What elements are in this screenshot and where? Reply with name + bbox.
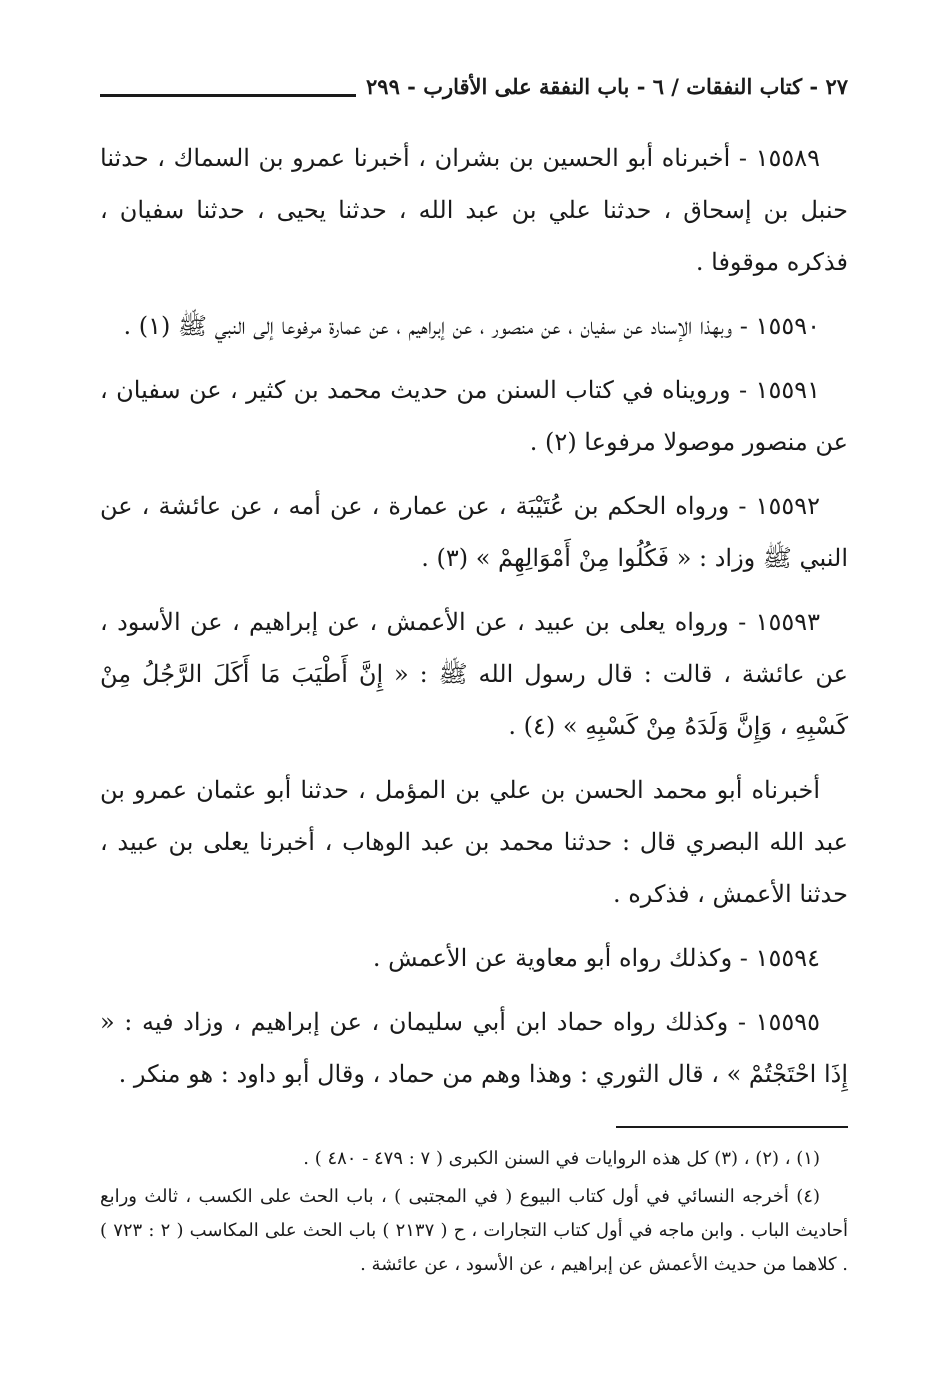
- hadith-15592: ١٥٥٩٢ - ورواه الحكم بن عُتَيْبَة ، عن عمارة ، عن أمه ، عن عائشة ، عن النبي ﷺ وزاد : « فَكُلُوا مِنْ أَمْوَالِهِمْ » (٣) .: [100, 492, 848, 572]
- hadith-15595: ١٥٥٩٥ - وكذلك رواه حماد ابن أبي سليمان ، عن إبراهيم ، وزاد فيه : « إِذَا احْتَجْتُمْ » ، قال الثوري : وهذا وهم من حماد ، وقال أبو داود : هو منكر .: [100, 1008, 848, 1088]
- footnotes: [100, 1142, 848, 1282]
- running-header-text: ٢٧ - كتاب النفقات / ٦ - باب النفقة على الأقارب - ٢٩٩: [366, 73, 848, 99]
- isnad-paragraph: أخبرناه أبو محمد الحسن بن علي بن المؤمل ، حدثنا أبو عثمان عمرو بن عبد الله البصري قال : حدثنا محمد بن عبد الوهاب ، أخبرنا يعلى بن عبيد ، حدثنا الأعمش ، فذكره .: [100, 776, 849, 908]
- header-rule: [100, 94, 356, 97]
- footnote-separator: [616, 1126, 848, 1128]
- hadith-15591: ١٥٥٩١ - ورويناه في كتاب السنن من حديث محمد بن كثير ، عن سفيان ، عن منصور موصولا مرفوعا (٢) .: [100, 376, 848, 456]
- footnote-1-2-3: (١) ، (٢) ، (٣) كل هذه الروايات في السنن الكبرى ( ٧ : ٤٧٩ - ٤٨٠ ) .: [303, 1148, 820, 1169]
- hadith-15590: ١٥٥٩٠ - وبهذا الإسناد عن سفيان ، عن منصور ، عن إبراهيم ، عن عمارة مرفوعا إلى النبي ﷺ (١) .: [123, 312, 820, 340]
- hadith-15593: ١٥٥٩٣ - ورواه يعلى بن عبيد ، عن الأعمش ، عن إبراهيم ، عن الأسود ، عن عائشة ، قالت : قال رسول الله ﷺ : « إِنَّ أَطْيَبَ مَا أَكَلَ الرَّجُلُ مِنْ كَسْبِهِ ، وَإِنَّ وَلَدَهُ مِنْ كَسْبِهِ » (٤) .: [100, 608, 848, 740]
- footnote-4: (٤) أخرجه النسائي في أول كتاب البيوع ( في المجتبى ) ، باب الحث على الكسب ، ثالث ورابع أحاديث الباب . وابن ماجه في أول كتاب التجارات ، ح ( ٢١٣٧ ) باب الحث على المكاسب ( ٢ : ٧٢٣ ) . كلاهما من حديث الأعمش عن إبراهيم ، عن الأسود ، عن عائشة .: [100, 1186, 848, 1275]
- main-text: [100, 132, 848, 1100]
- hadith-15594: ١٥٥٩٤ - وكذلك رواه أبو معاوية عن الأعمش .: [372, 944, 820, 972]
- running-header: [100, 64, 848, 108]
- page: [100, 64, 848, 1282]
- hadith-15589: ١٥٥٨٩ - أخبرناه أبو الحسين بن بشران ، أخبرنا عمرو بن السماك ، حدثنا حنبل بن إسحاق ، حدثنا علي بن عبد الله ، حدثنا يحيى ، حدثنا سفيان ، فذكره موقوفا .: [100, 144, 848, 276]
